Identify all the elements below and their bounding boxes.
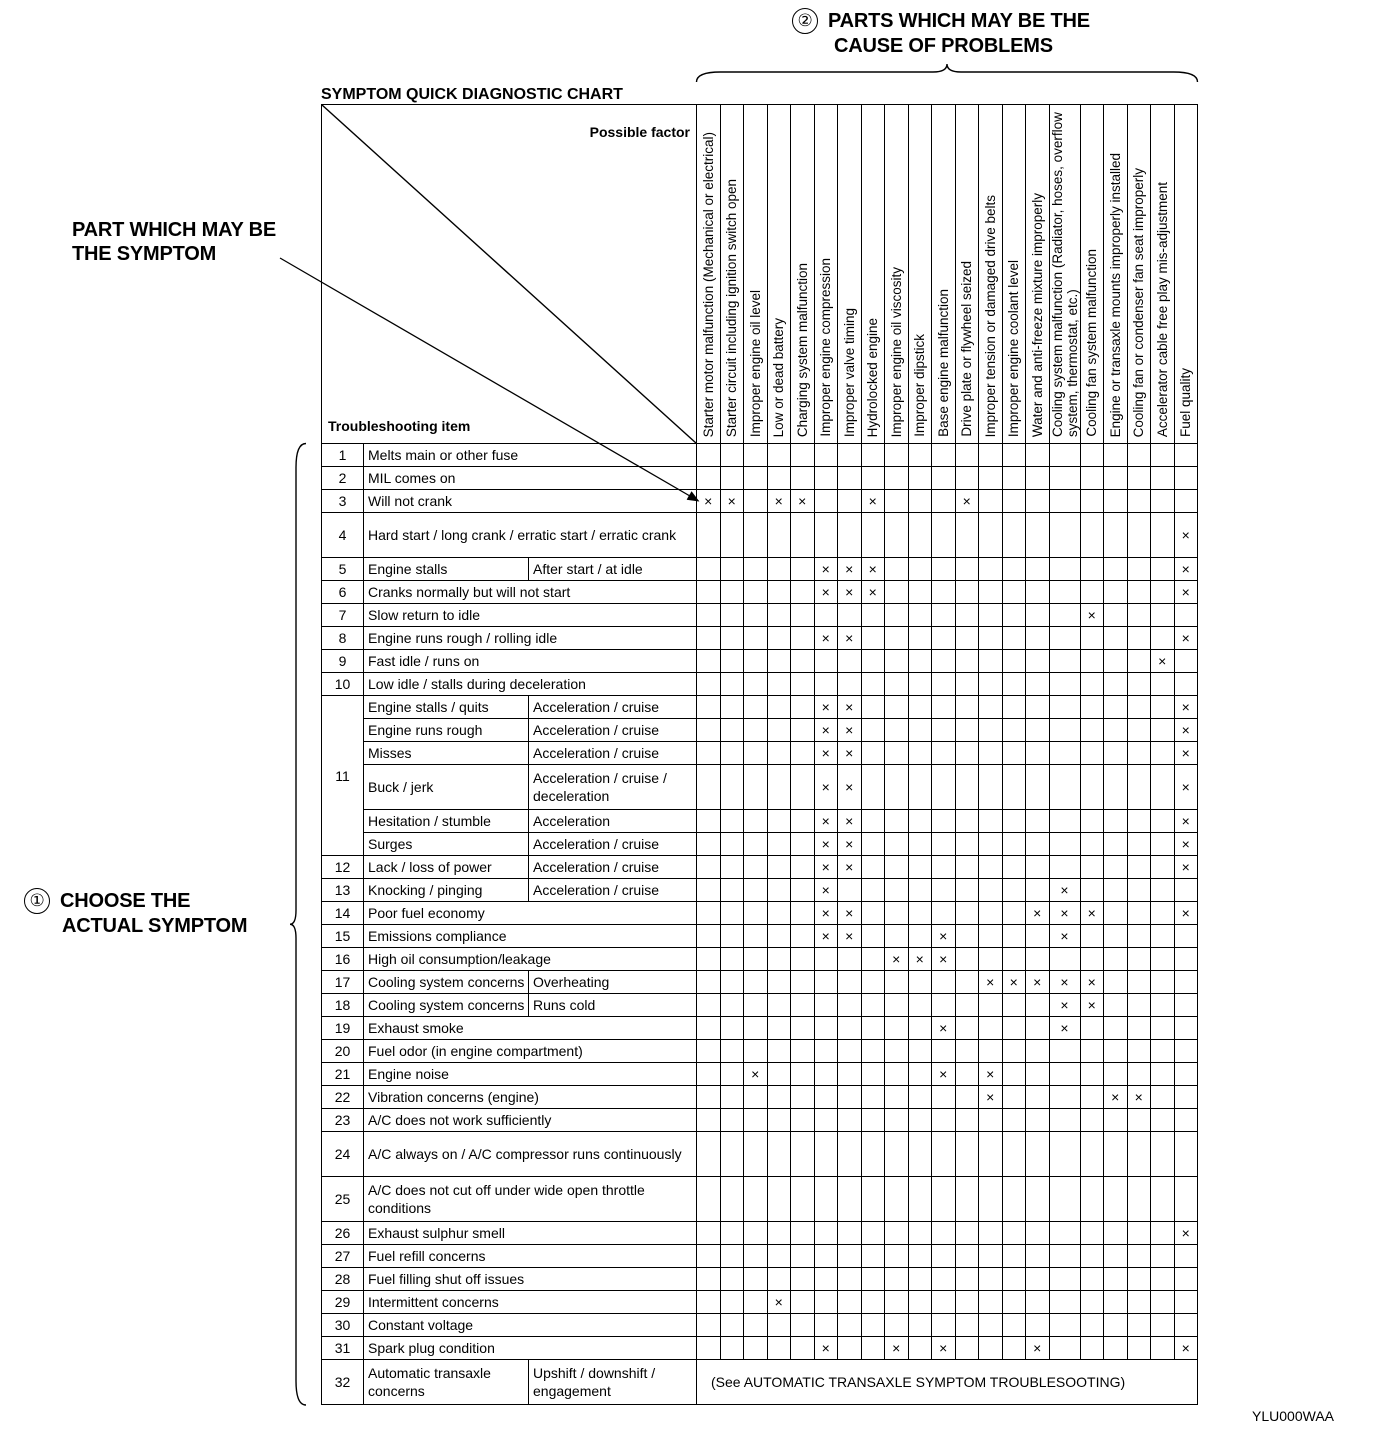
condition-cell: Overheating [529, 971, 697, 994]
possible-factor-label: Possible factor [589, 124, 690, 140]
symptom-cell: A/C always on / A/C compressor runs continuously [364, 1132, 697, 1177]
symptom-cell: Vibration concerns (engine) [364, 1086, 697, 1109]
item-number: 28 [322, 1268, 364, 1291]
factor-label: Hydrolocked engine [865, 317, 881, 437]
symptom-cell: Cooling system concerns [364, 971, 529, 994]
x-mark: × [845, 630, 854, 646]
x-mark: × [821, 859, 830, 875]
x-mark: × [821, 722, 830, 738]
x-mark: × [821, 1340, 830, 1356]
x-mark: × [1181, 561, 1190, 577]
factor-label: Cooling fan system malfunction [1084, 249, 1100, 437]
condition-cell: Acceleration / cruise [529, 856, 697, 879]
item-number: 32 [322, 1360, 364, 1405]
x-mark: × [774, 1294, 783, 1310]
item-number: 27 [322, 1245, 364, 1268]
symptom-cell: Lack / loss of power [364, 856, 529, 879]
x-mark: × [939, 951, 948, 967]
x-mark: × [821, 928, 830, 944]
symptom-cell: Will not crank [364, 490, 697, 513]
symptom-cell: Fuel refill concerns [364, 1245, 697, 1268]
x-mark: × [1087, 974, 1096, 990]
symptom-cell: Exhaust sulphur smell [364, 1222, 697, 1245]
x-mark: × [1158, 653, 1167, 669]
factor-label: Low or dead battery [771, 317, 787, 437]
x-mark: × [892, 951, 901, 967]
x-mark: × [1181, 527, 1190, 543]
condition-cell: Acceleration / cruise [529, 833, 697, 856]
item-number: 6 [322, 581, 364, 604]
x-mark: × [821, 745, 830, 761]
item-number: 11 [322, 696, 364, 856]
x-mark: × [845, 699, 854, 715]
item-number: 19 [322, 1017, 364, 1040]
symptom-cell: Low idle / stalls during deceleration [364, 673, 697, 696]
parts-brace [697, 64, 1198, 82]
condition-cell: Upshift / downshift / engagement [529, 1360, 697, 1405]
item-number: 31 [322, 1337, 364, 1360]
x-mark: × [1181, 779, 1190, 795]
x-mark: × [821, 561, 830, 577]
symptom-cell: Engine runs rough [364, 719, 529, 742]
symptom-cell: Misses [364, 742, 529, 765]
symptom-cell: A/C does not cut off under wide open throttle conditions [364, 1177, 697, 1222]
factor-label: Improper engine oil level [747, 289, 763, 437]
x-mark: × [845, 928, 854, 944]
condition-cell: Acceleration / cruise [529, 696, 697, 719]
x-mark: × [1009, 974, 1018, 990]
condition-cell: Acceleration / cruise / deceleration [529, 765, 697, 810]
x-mark: × [821, 836, 830, 852]
item-number: 23 [322, 1109, 364, 1132]
item-number: 3 [322, 490, 364, 513]
x-mark: × [845, 745, 854, 761]
factor-label: Fuel quality [1178, 367, 1194, 437]
factor-label: Accelerator cable free play mis-adjustment [1154, 181, 1170, 437]
condition-cell: After start / at idle [529, 558, 697, 581]
symptom-cell: Engine runs rough / rolling idle [364, 627, 697, 650]
item-number: 12 [322, 856, 364, 879]
chart-title: SYMPTOM QUICK DIAGNOSTIC CHART [321, 86, 623, 103]
choose-callout-number: ① [24, 888, 50, 914]
x-mark: × [1181, 722, 1190, 738]
item-number: 30 [322, 1314, 364, 1337]
x-mark: × [845, 584, 854, 600]
x-mark: × [1181, 859, 1190, 875]
symptom-arrow [280, 258, 699, 501]
factor-label: Charging system malfunction [794, 262, 810, 437]
symptom-cell: Hesitation / stumble [364, 810, 529, 833]
factor-label: Improper tension or damaged drive belts [982, 194, 998, 437]
symptom-callout-line1: PART WHICH MAY BE [72, 219, 277, 241]
item-number: 21 [322, 1063, 364, 1086]
x-mark: × [1060, 997, 1069, 1013]
item-number: 15 [322, 925, 364, 948]
symptom-cell: Cranks normally but will not start [364, 581, 697, 604]
item-number: 13 [322, 879, 364, 902]
x-mark: × [892, 1340, 901, 1356]
item-number: 26 [322, 1222, 364, 1245]
symptom-cell: A/C does not work sufficiently [364, 1109, 697, 1132]
x-mark: × [1033, 1340, 1042, 1356]
figure-code: YLU000WAA [1252, 1408, 1334, 1424]
condition-cell: Runs cold [529, 994, 697, 1017]
factor-label: Improper valve timing [841, 307, 857, 437]
symptom-cell: Constant voltage [364, 1314, 697, 1337]
x-mark: × [1181, 836, 1190, 852]
x-mark: × [821, 813, 830, 829]
factor-label: Starter circuit including ignition switch open [724, 178, 740, 437]
x-mark: × [845, 859, 854, 875]
x-mark: × [1087, 905, 1096, 921]
symptom-callout-line2: THE SYMPTOM [72, 243, 217, 265]
item-number: 1 [322, 444, 364, 467]
x-mark: × [1087, 607, 1096, 623]
x-mark: × [1033, 905, 1042, 921]
x-mark: × [821, 905, 830, 921]
x-mark: × [1181, 813, 1190, 829]
symptom-cell: Fuel filling shut off issues [364, 1268, 697, 1291]
parts-callout-line1: PARTS WHICH MAY BE THE [828, 10, 1090, 32]
x-mark: × [1134, 1089, 1143, 1105]
troubleshooting-item-label: Troubleshooting item [328, 418, 471, 434]
factor-label: Cooling system malfunction (Radiator, hoses, overflow system, thermostat, etc.) [1049, 112, 1080, 437]
x-mark: × [939, 1066, 948, 1082]
x-mark: × [962, 493, 971, 509]
x-mark: × [774, 493, 783, 509]
factor-label: Base engine malfunction [935, 289, 951, 437]
item-number: 9 [322, 650, 364, 673]
symptom-cell: Engine stalls [364, 558, 529, 581]
x-mark: × [1181, 584, 1190, 600]
symptom-cell: Slow return to idle [364, 604, 697, 627]
parts-callout-line2: CAUSE OF PROBLEMS [834, 35, 1053, 57]
x-mark: × [845, 722, 854, 738]
x-mark: × [845, 905, 854, 921]
choose-callout-line1: CHOOSE THE [60, 890, 191, 912]
item-number: 8 [322, 627, 364, 650]
symptom-cell: Engine noise [364, 1063, 697, 1086]
factor-label: Starter motor malfunction (Mechanical or electrical) [700, 131, 716, 437]
symptom-brace [290, 444, 306, 1406]
x-mark: × [727, 493, 736, 509]
item-number: 7 [322, 604, 364, 627]
x-mark: × [939, 928, 948, 944]
symptom-cell: Emissions compliance [364, 925, 697, 948]
factor-label: Drive plate or flywheel seized [959, 261, 975, 437]
symptom-cell: Cooling system concerns [364, 994, 529, 1017]
item-number: 24 [322, 1132, 364, 1177]
factor-label: Improper engine compression [818, 258, 834, 437]
x-mark: × [1060, 882, 1069, 898]
x-mark: × [704, 493, 713, 509]
x-mark: × [868, 584, 877, 600]
item-number: 29 [322, 1291, 364, 1314]
x-mark: × [986, 974, 995, 990]
x-mark: × [1181, 699, 1190, 715]
symptom-cell: Fast idle / runs on [364, 650, 697, 673]
x-mark: × [845, 561, 854, 577]
condition-cell: Acceleration [529, 810, 697, 833]
corner-diagonal [322, 105, 697, 444]
x-mark: × [915, 951, 924, 967]
symptom-cell: Melts main or other fuse [364, 444, 697, 467]
x-mark: × [986, 1066, 995, 1082]
factor-label: Engine or transaxle mounts improperly installed [1107, 152, 1123, 437]
item-number: 16 [322, 948, 364, 971]
item-number: 4 [322, 513, 364, 558]
symptom-cell: Buck / jerk [364, 765, 529, 810]
parts-callout-number: ② [792, 8, 818, 34]
x-mark: × [1111, 1089, 1120, 1105]
x-mark: × [845, 813, 854, 829]
factor-label: Improper engine oil viscosity [888, 266, 904, 437]
choose-callout-line2: ACTUAL SYMPTOM [62, 915, 248, 937]
x-mark: × [821, 630, 830, 646]
x-mark: × [845, 779, 854, 795]
x-mark: × [1060, 905, 1069, 921]
item-number: 14 [322, 902, 364, 925]
x-mark: × [986, 1089, 995, 1105]
x-mark: × [798, 493, 807, 509]
x-mark: × [821, 882, 830, 898]
item-number: 17 [322, 971, 364, 994]
x-mark: × [751, 1066, 760, 1082]
x-mark: × [1181, 745, 1190, 761]
item-number: 18 [322, 994, 364, 1017]
item-number: 22 [322, 1086, 364, 1109]
item-number: 2 [322, 467, 364, 490]
symptom-cell: MIL comes on [364, 467, 697, 490]
x-mark: × [1181, 905, 1190, 921]
factor-label: Water and anti-freeze mixture improperly [1029, 192, 1045, 437]
item-number: 20 [322, 1040, 364, 1063]
x-mark: × [868, 561, 877, 577]
symptom-cell: Spark plug condition [364, 1337, 697, 1360]
x-mark: × [1181, 630, 1190, 646]
symptom-cell: Engine stalls / quits [364, 696, 529, 719]
item-number: 10 [322, 673, 364, 696]
x-mark: × [1181, 1340, 1190, 1356]
x-mark: × [1181, 1225, 1190, 1241]
x-mark: × [939, 1020, 948, 1036]
item-number: 5 [322, 558, 364, 581]
x-mark: × [868, 493, 877, 509]
symptom-cell: Surges [364, 833, 529, 856]
symptom-cell: High oil consumption/leakage [364, 948, 697, 971]
symptom-cell: Exhaust smoke [364, 1017, 697, 1040]
factor-label: Improper engine coolant level [1006, 259, 1022, 437]
x-mark: × [1060, 1020, 1069, 1036]
symptom-cell: Fuel odor (in engine compartment) [364, 1040, 697, 1063]
factor-label: Improper dipstick [912, 334, 928, 437]
condition-cell: Acceleration / cruise [529, 742, 697, 765]
x-mark: × [821, 584, 830, 600]
x-mark: × [821, 779, 830, 795]
x-mark: × [1060, 928, 1069, 944]
symptom-cell: Knocking / pinging [364, 879, 529, 902]
see-reference-cell: (See AUTOMATIC TRANSAXLE SYMPTOM TROUBLESOOTING) [697, 1360, 1198, 1405]
symptom-cell: Intermittent concerns [364, 1291, 697, 1314]
x-mark: × [845, 836, 854, 852]
condition-cell: Acceleration / cruise [529, 719, 697, 742]
symptom-cell: Automatic transaxle concerns [364, 1360, 529, 1405]
symptom-cell: Poor fuel economy [364, 902, 697, 925]
symptom-cell: Hard start / long crank / erratic start / erratic crank [364, 513, 697, 558]
x-mark: × [821, 699, 830, 715]
factor-label: Cooling fan or condenser fan seat improperly [1131, 167, 1147, 437]
x-mark: × [939, 1340, 948, 1356]
x-mark: × [1033, 974, 1042, 990]
condition-cell: Acceleration / cruise [529, 879, 697, 902]
x-mark: × [1060, 974, 1069, 990]
x-mark: × [1087, 997, 1096, 1013]
item-number: 25 [322, 1177, 364, 1222]
